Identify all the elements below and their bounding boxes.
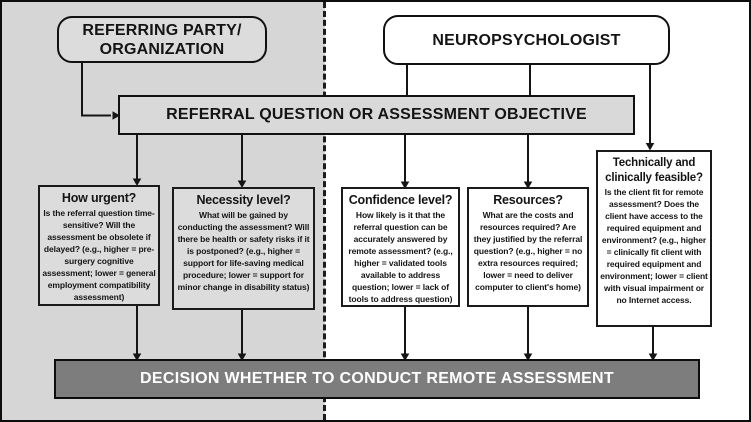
node-referral-objective (118, 95, 635, 135)
node-neuropsychologist (383, 15, 670, 65)
criteria-body: How likely is it that the referral question can be accurately answered by remote assessment? (e.g., higher = validated tools available to address question; lower = lack of tools to address question) (348, 209, 453, 304)
criteria-box-confidence-level (341, 187, 460, 307)
criteria-box-necessity-level (172, 187, 315, 310)
criteria-box-how-urgent (38, 185, 160, 306)
criteria-body: What are the costs and resources required? Are they justified by the referral question? (e.g., higher = no extra resources required; lower = need to deliver computer to client's home) (473, 209, 583, 292)
criteria-title: How urgent? (61, 191, 137, 205)
criteria-box-resources (467, 187, 589, 307)
criteria-body: Is the client fit for remote assessment? Does the client have access to the required equipment and environment? (e.g., higher = clinically fit client with required equipment and environment; lower = client with visual impairment or no Internet access. (600, 187, 708, 305)
neuropsychologist-label: NEUROPSYCHOLOGIST (432, 31, 621, 49)
referral-objective-label: REFERRAL QUESTION OR ASSESSMENT OBJECTIVE (166, 106, 587, 123)
decision-bar (54, 359, 700, 399)
criteria-body: What will be gained by conducting the assessment? Will there be health or safety risks if it is postponed? (e.g., higher = support for life-saving medical procedure; lower = support for minor change in disability status) (177, 209, 310, 292)
referring-party-label-line1: REFERRING PARTY/ (82, 21, 242, 39)
criteria-box-feasible (596, 150, 712, 327)
criteria-title: Necessity level? (196, 193, 291, 207)
referring-party-label-line2: ORGANIZATION (99, 40, 225, 58)
criteria-body: Is the referral question time-sensitive? Will the assessment be obsolete if delayed? (e.g., higher = pre-surgery cognitive assessment; lower = general employment compatibility assessment) (42, 207, 156, 302)
criteria-title: Technically and clinically feasible? (605, 157, 703, 184)
node-referring-party (57, 16, 267, 63)
criteria-title: Confidence level? (348, 193, 453, 207)
decision-label: DECISION WHETHER TO CONDUCT REMOTE ASSESSMENT (140, 370, 614, 387)
criteria-title: Resources? (493, 193, 563, 207)
